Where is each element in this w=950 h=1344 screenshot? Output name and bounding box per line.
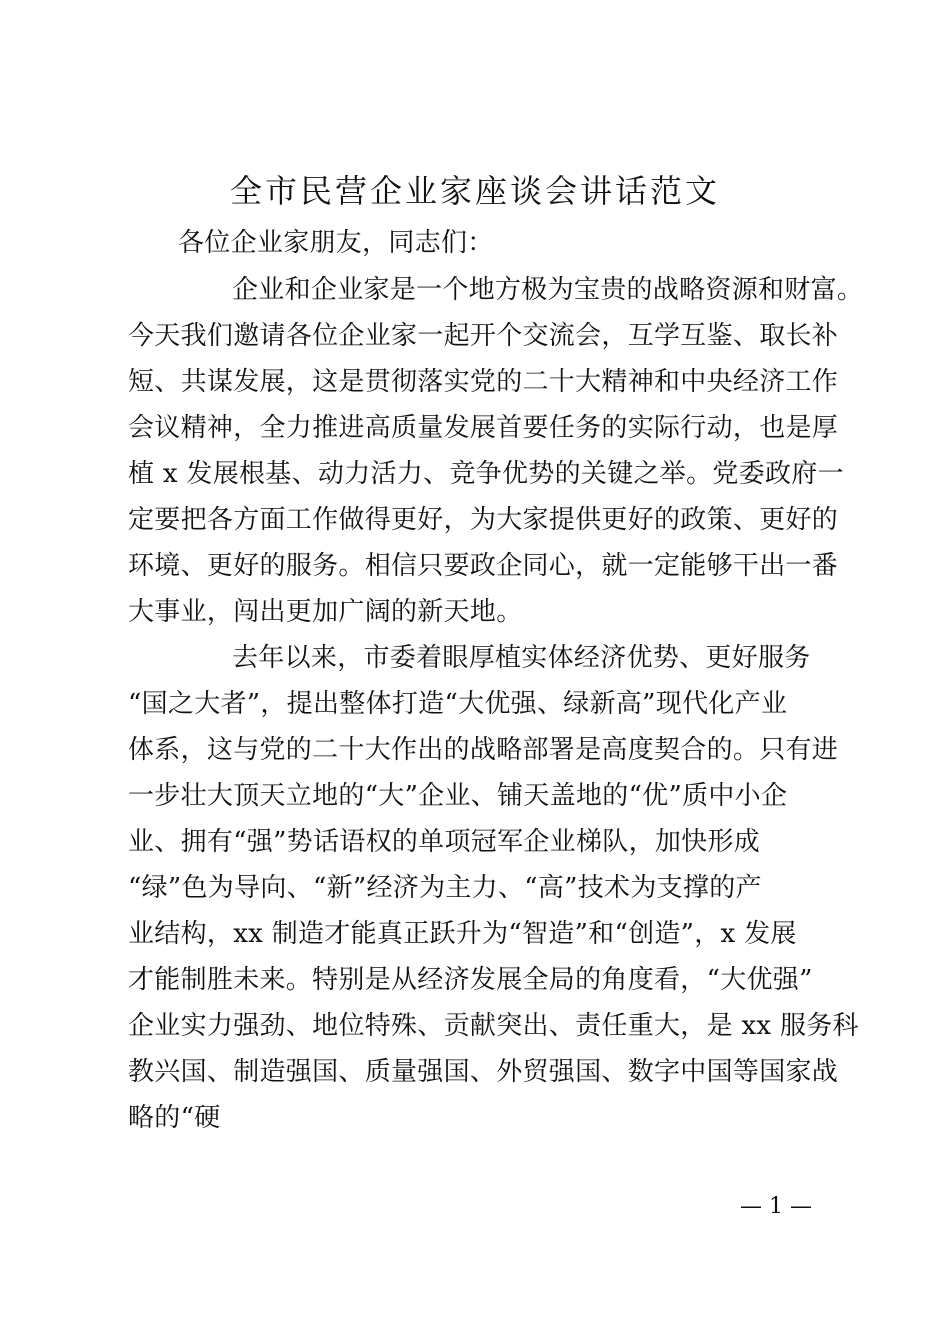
- paragraph-2-line: 去年以来，市委着眼厚植实体经济优势、更好服务: [232, 643, 811, 673]
- paragraph-1-line: 今天我们邀请各位企业家一起开个交流会，互学互鉴、取长补: [128, 321, 839, 351]
- salutation: 各位企业家朋友，同志们：: [178, 228, 494, 258]
- paragraph-2-line: 业、拥有“强”势话语权的单项冠军企业梯队，加快形成: [128, 827, 761, 857]
- document-title: 全市民营企业家座谈会讲话范文: [229, 172, 720, 210]
- paragraph-1-line: 企业和企业家是一个地方极为宝贵的战略资源和财富。: [232, 275, 864, 305]
- paragraph-2-line: 企业实力强劲、地位特殊、贡献突出、责任重大，是 xx 服务科: [128, 1011, 859, 1041]
- paragraph-2-line: 一步壮大顶天立地的“大”企业、铺天盖地的“优”质中小企: [128, 781, 788, 811]
- paragraph-2-line: 才能制胜未来。特别是从经济发展全局的角度看，“大优强”: [128, 965, 813, 995]
- paragraph-2-line: 教兴国、制造强国、质量强国、外贸强国、数字中国等国家战: [128, 1057, 839, 1087]
- paragraph-2-line: “国之大者”，提出整体打造“大优强、绿新高”现代化产业: [128, 689, 788, 719]
- paragraph-1-line: 大事业，闯出更加广阔的新天地。: [128, 597, 523, 627]
- page-number: — 1 —: [740, 1194, 812, 1219]
- paragraph-2-line: 略的“硬: [128, 1103, 221, 1133]
- paragraph-1-line: 环境、更好的服务。相信只要政企同心，就一定能够干出一番: [128, 551, 839, 581]
- paragraph-2-line: “绿”色为导向、“新”经济为主力、“高”技术为支撑的产: [128, 873, 762, 903]
- paragraph-1-line: 短、共谋发展，这是贯彻落实党的二十大精神和中央经济工作: [128, 367, 839, 397]
- paragraph-2-line: 体系，这与党的二十大作出的战略部署是高度契合的。只有进: [128, 735, 839, 765]
- paragraph-1-line: 会议精神，全力推进高质量发展首要任务的实际行动，也是厚: [128, 413, 839, 443]
- paragraph-1-line: 定要把各方面工作做得更好，为大家提供更好的政策、更好的: [128, 505, 839, 535]
- paragraph-2-line: 业结构，xx 制造才能真正跃升为“智造”和“创造”，x 发展: [128, 919, 797, 949]
- paragraph-1-line: 植 x 发展根基、动力活力、竞争优势的关键之举。党委政府一: [128, 459, 844, 489]
